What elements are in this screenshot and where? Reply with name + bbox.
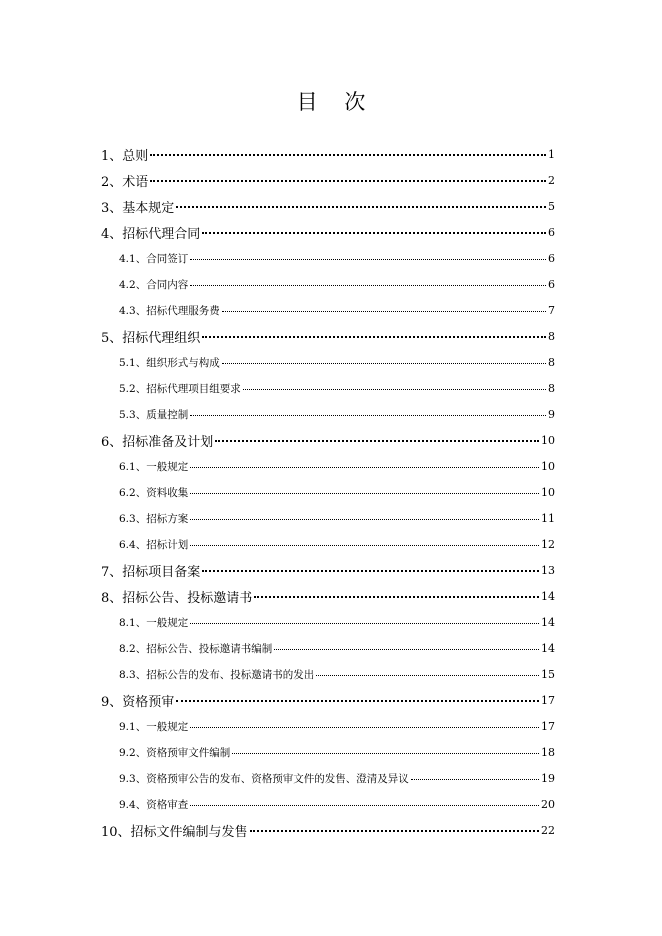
toc-entry-label: 2、术语	[101, 174, 149, 190]
dot-leader	[150, 154, 546, 156]
toc-entry	[0, 765, 662, 791]
toc-entry-label: 3、基本规定	[101, 200, 175, 216]
toc-entry-page-number: 5	[548, 199, 555, 213]
dot-leader	[222, 363, 546, 364]
dot-leader	[176, 700, 539, 702]
toc-entry-label: 9.2、资格预审文件编制	[119, 746, 231, 759]
toc-entry-page-number: 10	[541, 433, 555, 447]
toc-entry-page-number: 6	[548, 225, 555, 239]
toc-entry-page-number: 8	[548, 381, 555, 395]
toc-entry-label: 1、总则	[101, 148, 149, 164]
toc-entry-page-number: 1	[548, 147, 555, 161]
dot-leader	[190, 727, 539, 728]
dot-leader	[232, 753, 539, 754]
toc-entry-label: 9.1、一般规定	[119, 720, 189, 733]
toc-entry-label: 4.2、合同内容	[119, 278, 189, 291]
toc-entry-page-number: 20	[541, 797, 555, 811]
toc-entry	[0, 141, 662, 167]
toc-entry-page-number: 17	[541, 719, 555, 733]
toc-entry	[0, 791, 662, 817]
toc-entry-page-number: 7	[548, 303, 555, 317]
dot-leader	[176, 206, 546, 208]
toc-entry	[0, 297, 662, 323]
toc-entry	[0, 687, 662, 713]
toc-entry-page-number: 14	[541, 641, 555, 655]
toc-entry-label: 8.1、一般规定	[119, 616, 189, 629]
toc-entry-label: 8、招标公告、投标邀请书	[101, 590, 253, 606]
toc-entry	[0, 219, 662, 245]
toc-entry-page-number: 8	[548, 329, 555, 343]
toc-entry	[0, 479, 662, 505]
dot-leader	[190, 415, 546, 416]
dot-leader	[190, 623, 539, 624]
dot-leader	[250, 830, 539, 832]
toc-entry-label: 7、招标项目备案	[101, 564, 201, 580]
dot-leader	[190, 805, 539, 806]
toc-entry-label: 9、资格预审	[101, 694, 175, 710]
dot-leader	[222, 311, 546, 312]
toc-entry	[0, 271, 662, 297]
toc-entry-label: 6.3、招标方案	[119, 512, 189, 525]
toc-entry-label: 6、招标准备及计划	[101, 434, 214, 450]
toc-entry	[0, 427, 662, 453]
dot-leader	[190, 545, 539, 546]
toc-entry	[0, 661, 662, 687]
toc-entry-page-number: 14	[541, 589, 555, 603]
dot-leader	[316, 675, 539, 676]
toc-entry-label: 6.1、一般规定	[119, 460, 189, 473]
dot-leader	[202, 336, 546, 338]
toc-entry-page-number: 18	[541, 745, 555, 759]
toc-entry-page-number: 8	[548, 355, 555, 369]
dot-leader	[243, 389, 546, 390]
toc-entry-label: 8.3、招标公告的发布、投标邀请书的发出	[119, 668, 315, 681]
toc-entry	[0, 713, 662, 739]
toc-entry	[0, 817, 662, 843]
dot-leader	[202, 570, 539, 572]
dot-leader	[215, 440, 539, 442]
toc-entry	[0, 505, 662, 531]
toc-entry	[0, 401, 662, 427]
toc-entry-label: 5.3、质量控制	[119, 408, 189, 421]
toc-title: 目 次	[296, 90, 376, 114]
toc-entry	[0, 739, 662, 765]
toc-entry-page-number: 14	[541, 615, 555, 629]
toc-entry-page-number: 10	[541, 485, 555, 499]
toc-entry-label: 5、招标代理组织	[101, 330, 201, 346]
toc-entry-page-number: 6	[548, 277, 555, 291]
toc-entry-page-number: 19	[541, 771, 555, 785]
dot-leader	[150, 180, 546, 182]
toc-entry	[0, 193, 662, 219]
dot-leader	[190, 519, 539, 520]
dot-leader	[202, 232, 546, 234]
toc-entry	[0, 375, 662, 401]
dot-leader	[190, 259, 546, 260]
toc-entry	[0, 349, 662, 375]
toc-entry	[0, 245, 662, 271]
toc-entry-page-number: 11	[541, 511, 555, 525]
toc-entry-page-number: 22	[541, 823, 555, 837]
toc-entry-page-number: 17	[541, 693, 555, 707]
toc-entry-page-number: 10	[541, 459, 555, 473]
toc-entry-label: 8.2、招标公告、投标邀请书编制	[119, 642, 273, 655]
toc-entry-label: 4.1、合同签订	[119, 252, 189, 265]
dot-leader	[411, 779, 539, 780]
dot-leader	[254, 596, 539, 598]
dot-leader	[190, 285, 546, 286]
toc-entry	[0, 453, 662, 479]
toc-entry-label: 5.2、招标代理项目组要求	[119, 382, 241, 395]
toc-entry	[0, 583, 662, 609]
toc-entry-label: 9.3、资格预审公告的发布、资格预审文件的发售、澄清及异议	[119, 772, 409, 785]
toc-entry-page-number: 2	[548, 173, 555, 187]
toc-entry-label: 9.4、资格审查	[119, 798, 189, 811]
toc-entry-page-number: 13	[541, 563, 555, 577]
toc-entry	[0, 323, 662, 349]
toc-entry-page-number: 6	[548, 251, 555, 265]
toc-entry-label: 5.1、组织形式与构成	[119, 356, 220, 369]
toc-entry-label: 6.4、招标计划	[119, 538, 189, 551]
toc-entry	[0, 635, 662, 661]
toc-entry-page-number: 9	[548, 407, 555, 421]
toc-entry-label: 6.2、资料收集	[119, 486, 189, 499]
toc-entry-page-number: 12	[541, 537, 555, 551]
toc-entry-label: 4、招标代理合同	[101, 226, 201, 242]
dot-leader	[190, 493, 539, 494]
toc-entry-label: 10、招标文件编制与发售	[101, 824, 248, 840]
toc-entry-page-number: 15	[541, 667, 555, 681]
toc-entry	[0, 609, 662, 635]
dot-leader	[190, 467, 539, 468]
toc-entry	[0, 557, 662, 583]
dot-leader	[274, 649, 539, 650]
toc-entry	[0, 167, 662, 193]
toc-entry-label: 4.3、招标代理服务费	[119, 304, 220, 317]
toc-entry	[0, 531, 662, 557]
